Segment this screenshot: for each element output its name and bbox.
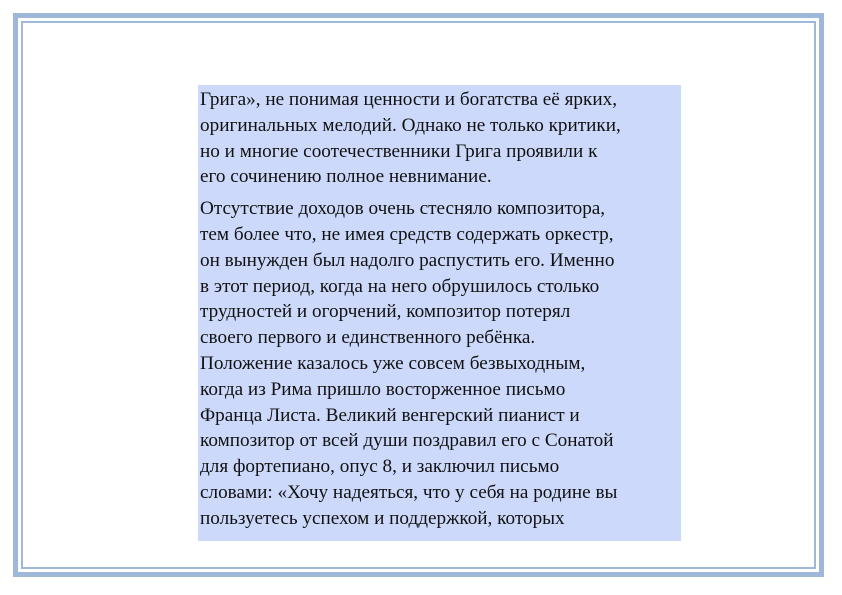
- text-line: своего первого и единственного ребёнка.: [200, 327, 536, 349]
- paragraph-1: [200, 87, 679, 190]
- text-line: Отсутствие доходов очень стесняло композитора,: [200, 198, 606, 220]
- text-line: оригинальных мелодий. Однако не только критики,: [200, 114, 621, 136]
- text-line: Франца Листа. Великий венгерский пианист и: [200, 404, 580, 426]
- text-line: словами: «Хочу надеяться, что у себя на родине вы: [200, 481, 618, 503]
- text-line: трудностей и огорчений, композитор потерял: [200, 301, 571, 323]
- text-line: пользуетесь успехом и поддержкой, которых: [200, 507, 565, 529]
- paragraph-2: [200, 196, 679, 531]
- text-line: когда из Рима пришло восторженное письмо: [200, 378, 566, 400]
- text-line: но и многие соотечественники Грига проявили к: [200, 140, 598, 162]
- text-line: композитор от всей души поздравил его с Сонатой: [200, 430, 614, 452]
- text-line: Положение казалось уже совсем безвыходным,: [200, 352, 586, 374]
- text-line: его сочинению полное невнимание.: [200, 166, 492, 188]
- text-line: Грига», не понимая ценности и богатства её ярких,: [200, 89, 617, 110]
- text-box[interactable]: [198, 85, 681, 541]
- text-line: тем более что, не имея средств содержать оркестр,: [200, 223, 614, 245]
- text-line: он вынужден был надолго распустить его. Именно: [200, 249, 615, 271]
- text-line: для фортепиано, опус 8, и заключил письмо: [200, 456, 560, 478]
- text-line: в этот период, когда на него обрушилось столько: [200, 275, 600, 297]
